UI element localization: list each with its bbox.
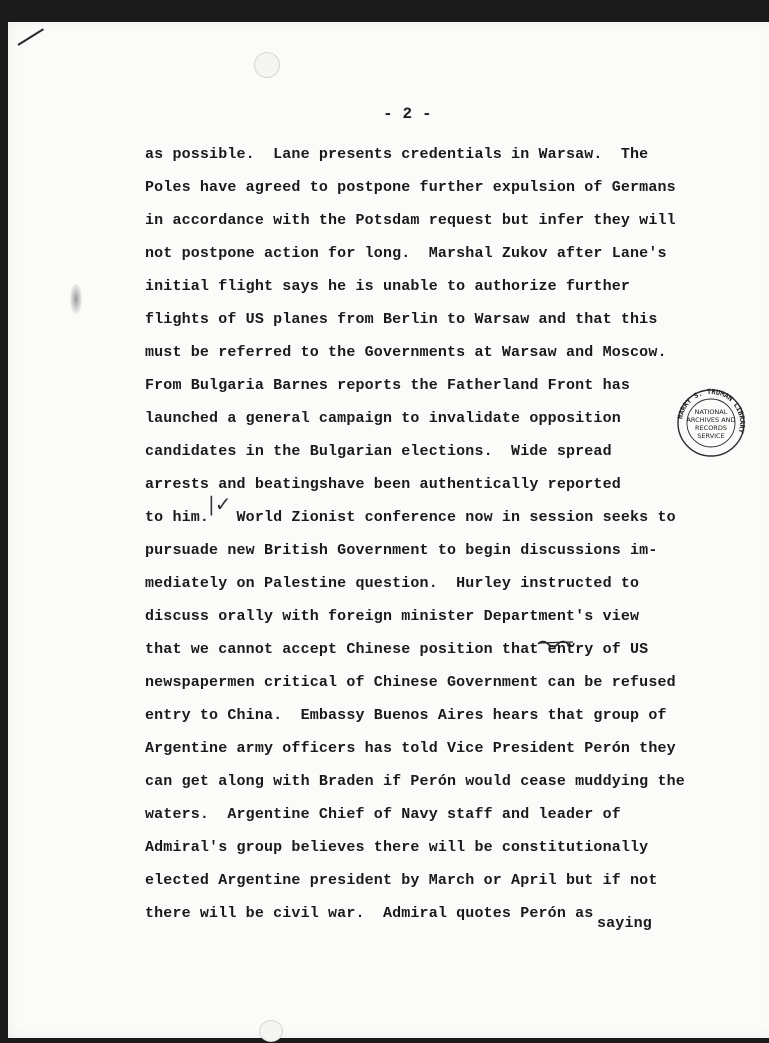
text-line: not postpone action for long. Marshal Zukov after Lane's [145, 245, 667, 262]
text-line: entry to China. Embassy Buenos Aires hears that group of [145, 707, 667, 724]
text-line: Poles have agreed to postpone further expulsion of Germans [145, 179, 676, 196]
strikethrough-scribble [537, 638, 575, 648]
text-line: in accordance with the Potsdam request but infer they will [145, 212, 676, 229]
stamp-line-2: ARCHIVES AND [686, 416, 736, 424]
text-line: elected Argentine president by March or April but if not [145, 872, 658, 889]
continuation-word: saying [597, 915, 652, 932]
corner-pen-mark [17, 28, 44, 46]
text-line: From Bulgaria Barnes reports the Fatherland Front has [145, 377, 631, 394]
text-line: arrests and beatingshave been authentically reported [145, 476, 621, 493]
stamp-line-3: RECORDS [695, 424, 727, 432]
text-line: can get along with Braden if Perón would cease muddying the [145, 773, 685, 790]
punch-hole [254, 52, 280, 78]
text-line: mediately on Palestine question. Hurley instructed to [145, 575, 640, 592]
stamp-line-4: SERVICE [697, 432, 725, 440]
text-line: Argentine army officers has told Vice President Perón they [145, 740, 676, 757]
archive-stamp [676, 388, 746, 458]
text-line: discuss orally with foreign minister Department's view [145, 608, 640, 625]
text-line: initial flight says he is unable to authorize further [145, 278, 631, 295]
stamp-outer-text: HARRY S. TRUMAN LIBRARY [676, 388, 746, 435]
text-line: there will be civil war. Admiral quotes Perón as [145, 905, 594, 922]
text-line: waters. Argentine Chief of Navy staff and leader of [145, 806, 621, 823]
punch-hole [259, 1020, 283, 1042]
ink-smudge [70, 284, 82, 314]
text-line: that we cannot accept Chinese position that entry of US [145, 641, 649, 658]
page-number: - 2 - [383, 105, 432, 123]
text-line: candidates in the Bulgarian elections. Wide spread [145, 443, 612, 460]
stamp-line-1: NATIONAL [694, 408, 728, 416]
text-line: to him. World Zionist conference now in session seeks to [145, 509, 676, 526]
text-line: flights of US planes from Berlin to Warsaw and that this [145, 311, 658, 328]
text-line: must be referred to the Governments at Warsaw and Moscow. [145, 344, 667, 361]
text-line: newspapermen critical of Chinese Government can be refused [145, 674, 676, 691]
text-line: Admiral's group believes there will be constitutionally [145, 839, 649, 856]
text-line: pursuade new British Government to begin discussions im- [145, 542, 658, 559]
text-line: launched a general campaign to invalidate opposition [145, 410, 621, 427]
text-line: as possible. Lane presents credentials in Warsaw. The [145, 146, 649, 163]
handwritten-margin-mark: |✓ [208, 492, 232, 516]
